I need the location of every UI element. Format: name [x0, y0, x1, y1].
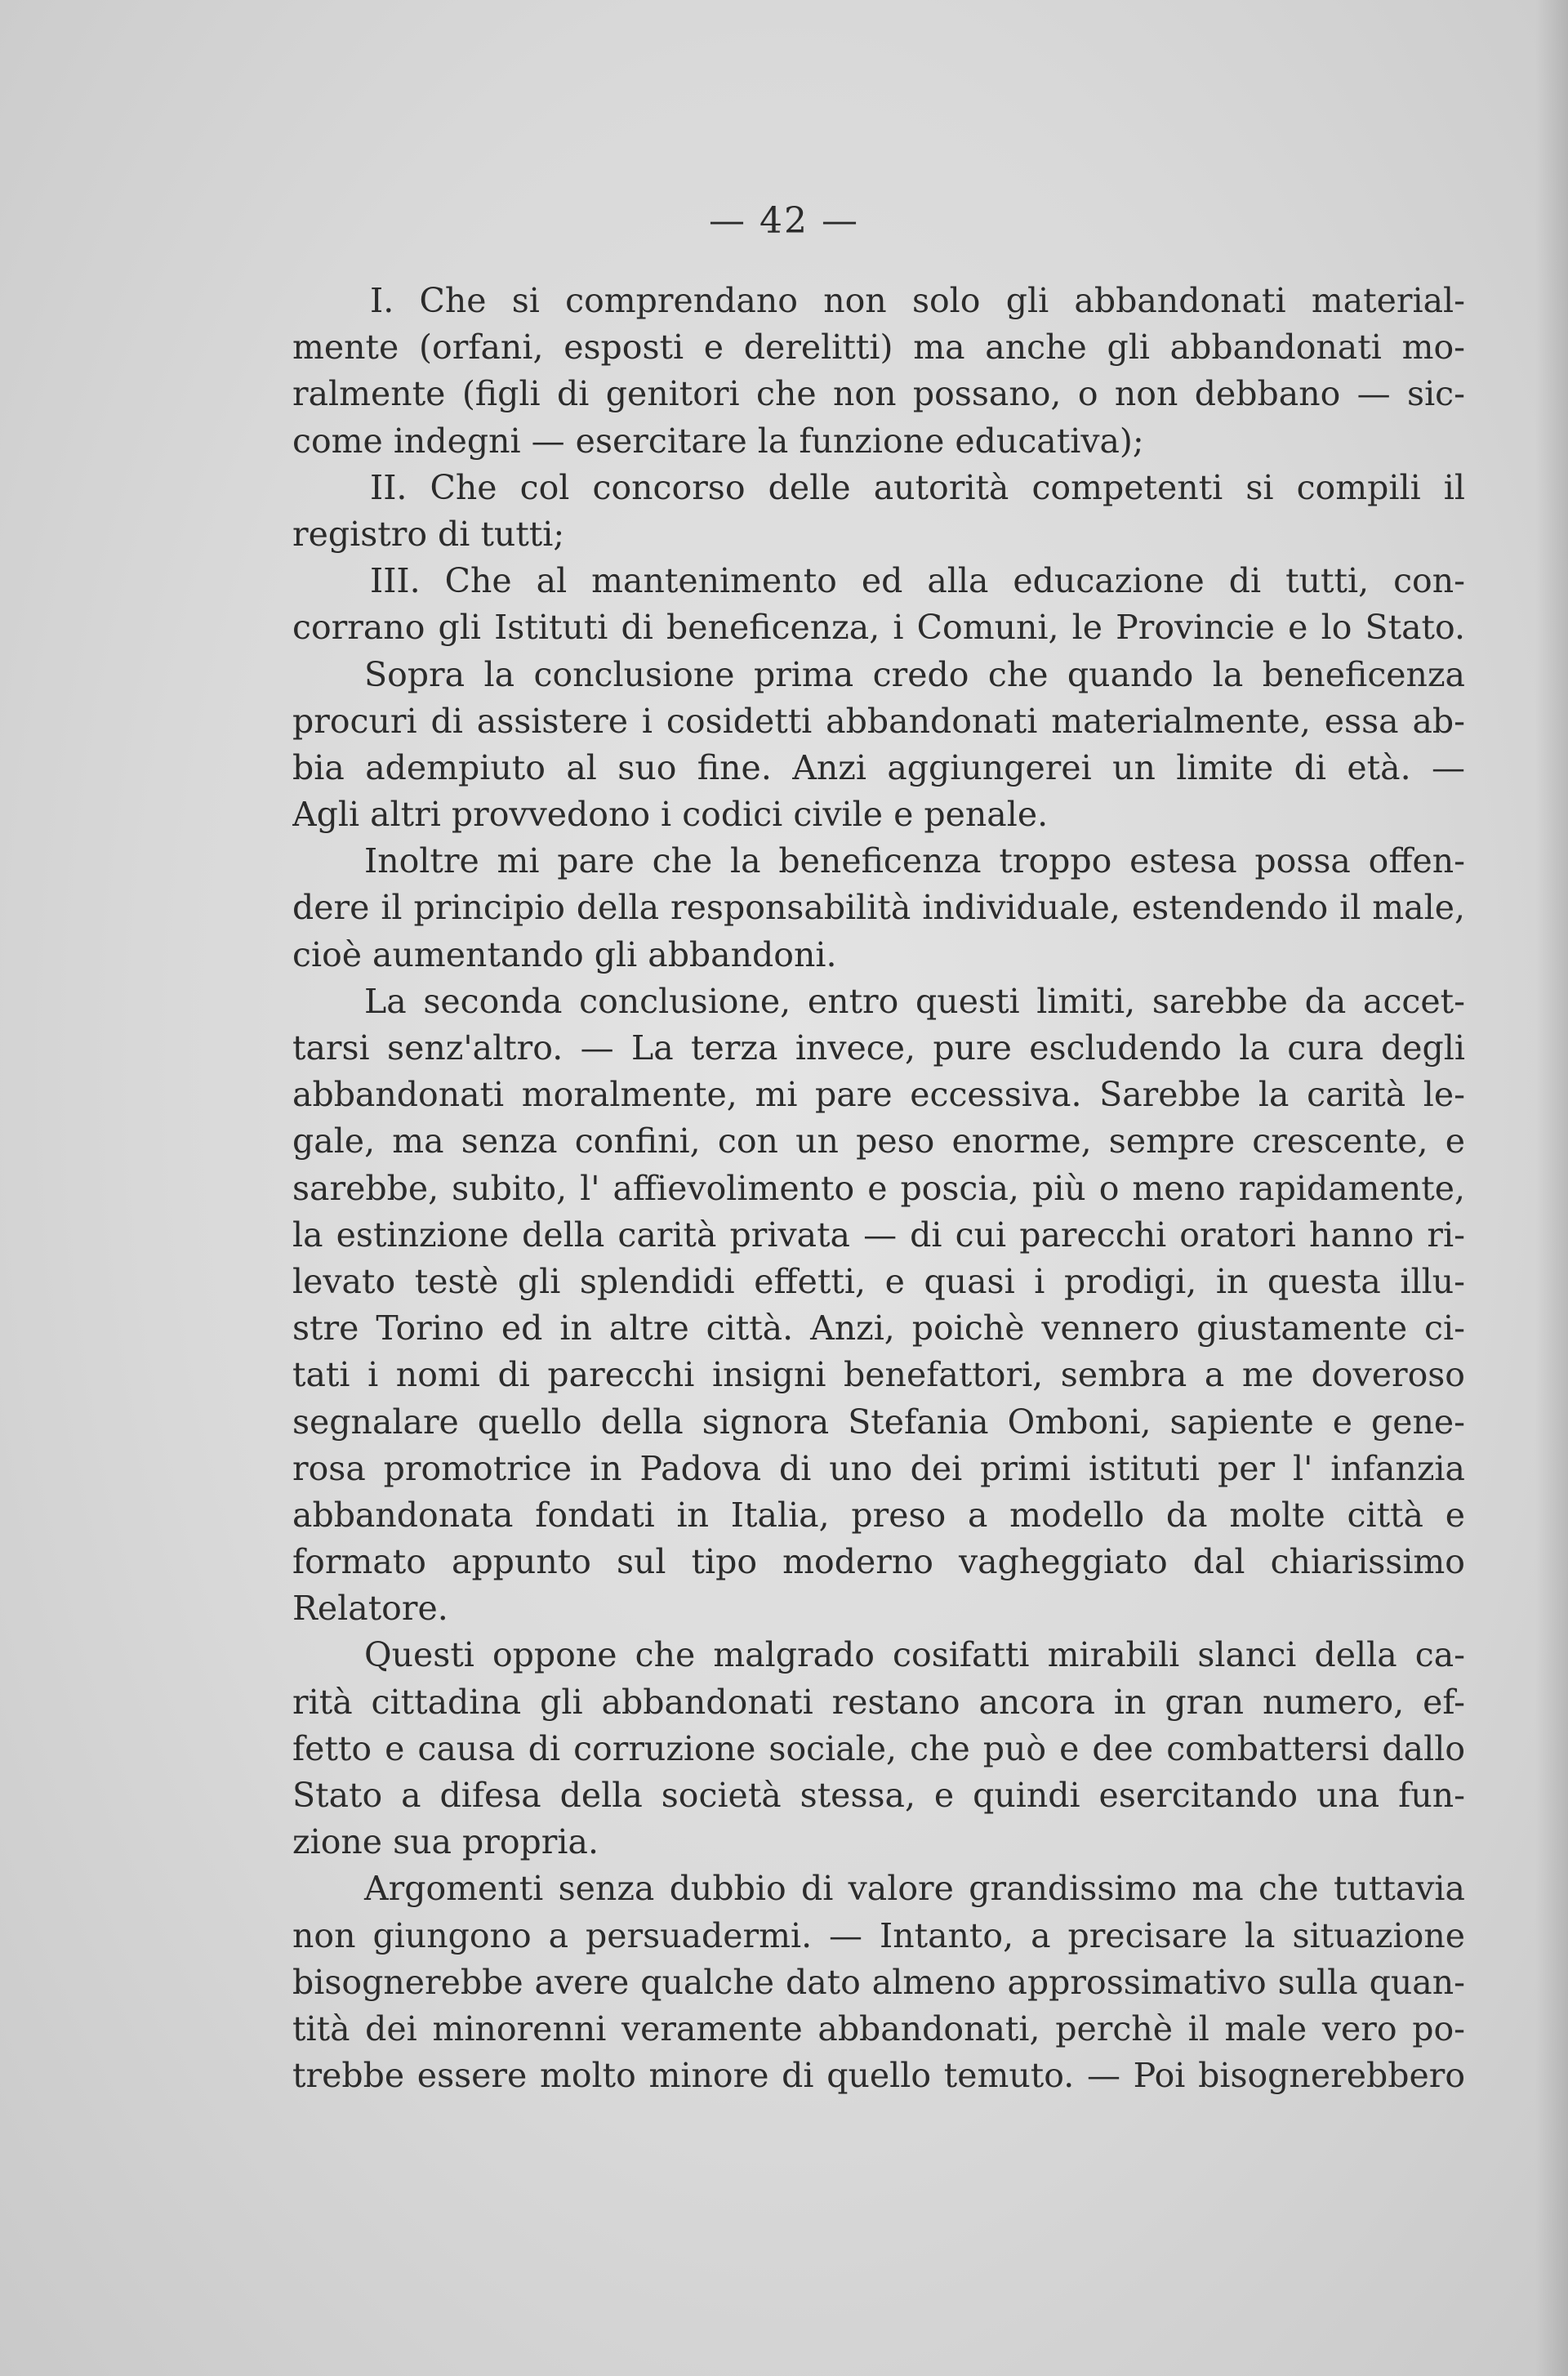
- text-line: stre Torino ed in altre città. Anzi, poichè vennero giustamente ci-: [292, 1308, 1465, 1348]
- text-line: Stato a difesa della società stessa, e quindi esercitando una fun-: [292, 1776, 1465, 1815]
- text-line: zione sua propria.: [292, 1822, 599, 1862]
- text-line: II. Che col concorso delle autorità competenti si compili il: [370, 467, 1465, 507]
- text-line: fetto e causa di corruzione sociale, che può e dee combattersi dallo: [292, 1728, 1465, 1768]
- text-line: abbandonati moralmente, mi pare eccessiva. Sarebbe la carità le-: [292, 1075, 1465, 1115]
- page-number: — 42 —: [709, 200, 859, 242]
- text-line: Sopra la conclusione prima credo che quando la beneficenza: [364, 654, 1465, 694]
- text-line: rosa promotrice in Padova di uno dei primi istituti per l' infanzia: [292, 1448, 1465, 1488]
- text-line: levato testè gli splendidi effetti, e quasi i prodigi, in questa illu-: [292, 1261, 1465, 1301]
- text-line: La seconda conclusione, entro questi limiti, sarebbe da accet-: [364, 981, 1465, 1021]
- text-line: bisognerebbe avere qualche dato almeno approssimativo sulla quan-: [292, 1962, 1465, 2002]
- text-line: sarebbe, subito, l' affievolimento e poscia, più o meno rapidamente,: [292, 1168, 1465, 1208]
- body-text: [292, 278, 1465, 2099]
- text-line: segnalare quello della signora Stefania Omboni, sapiente e gene-: [292, 1402, 1465, 1442]
- text-line: I. Che si comprendano non solo gli abbandonati material-: [370, 281, 1465, 320]
- text-line: abbandonata fondati in Italia, preso a modello da molte città e: [292, 1495, 1465, 1535]
- text-line: la estinzione della carità privata — di cui parecchi oratori hanno ri-: [292, 1215, 1465, 1255]
- page-edge-shadow: [1535, 0, 1568, 2376]
- text-line: bia adempiuto al suo fine. Anzi aggiungerei un limite di età. —: [292, 747, 1465, 787]
- text-line: ralmente (figli di genitori che non possano, o non debbano — sic-: [292, 374, 1465, 414]
- text-line: tità dei minorenni veramente abbandonati, perchè il male vero po-: [292, 2008, 1465, 2048]
- text-line: rità cittadina gli abbandonati restano ancora in gran numero, ef-: [292, 1682, 1465, 1722]
- text-line: tati i nomi di parecchi insigni benefattori, sembra a me doveroso: [292, 1355, 1465, 1395]
- text-line: tarsi senz'altro. — La terza invece, pure escludendo la cura degli: [292, 1028, 1465, 1068]
- text-line: dere il principio della responsabilità individuale, estendendo il male,: [292, 888, 1465, 928]
- text-line: Questi oppone che malgrado cosifatti mirabili slanci della ca-: [364, 1635, 1465, 1675]
- text-line: Inoltre mi pare che la beneficenza troppo estesa possa offen-: [364, 841, 1465, 881]
- text-line: procuri di assistere i cosidetti abbandonati materialmente, essa ab-: [292, 701, 1465, 741]
- text-line: III. Che al mantenimento ed alla educazione di tutti, con-: [370, 561, 1465, 601]
- text-line: non giungono a persuadermi. — Intanto, a precisare la situazione: [292, 1915, 1465, 1955]
- text-line: Relatore.: [292, 1589, 448, 1629]
- text-line: mente (orfani, esposti e derelitti) ma anche gli abbandonati mo-: [292, 328, 1465, 368]
- text-line: come indegni — esercitare la funzione educativa);: [292, 421, 1144, 461]
- text-line: registro di tutti;: [292, 514, 565, 554]
- text-line: formato appunto sul tipo moderno vagheggiato dal chiarissimo: [292, 1542, 1465, 1582]
- text-line: Agli altri provvedono i codici civile e penale.: [292, 795, 1049, 835]
- text-line: cioè aumentando gli abbandoni.: [292, 934, 837, 974]
- text-line: gale, ma senza confini, con un peso enorme, sempre crescente, e: [292, 1121, 1465, 1161]
- text-line: Argomenti senza dubbio di valore grandissimo ma che tuttavia: [364, 1869, 1465, 1909]
- text-line: corrano gli Istituti di beneficenza, i Comuni, le Provincie e lo Stato.: [292, 608, 1465, 648]
- text-line: trebbe essere molto minore di quello temuto. — Poi bisognerebbero: [292, 2056, 1465, 2096]
